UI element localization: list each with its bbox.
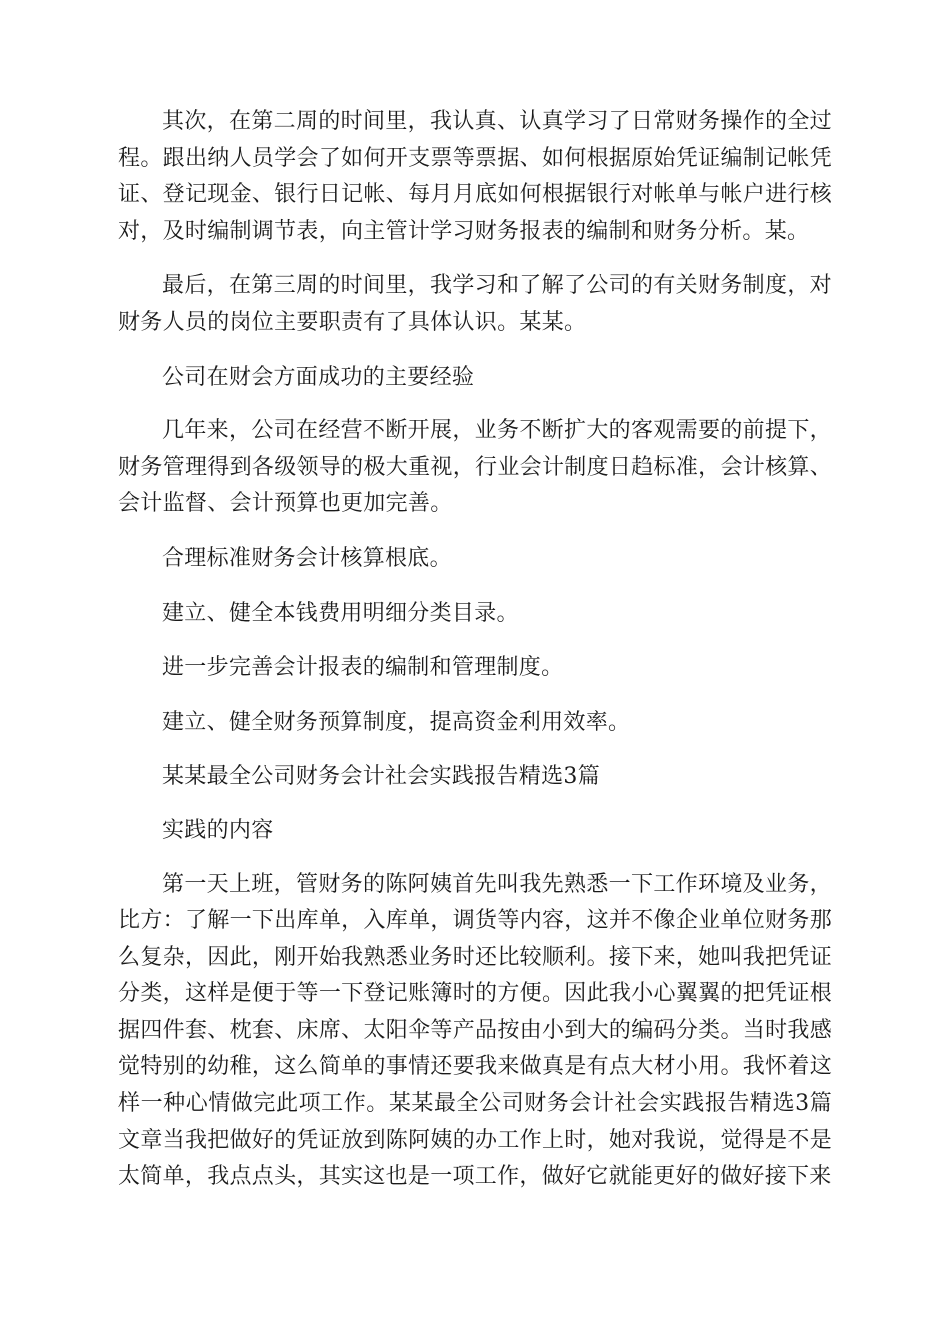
section-heading-practice-content: 实践的内容 (162, 817, 274, 843)
section-heading-report-title: 某某最全公司财务会计社会实践报告精选3篇 (162, 764, 600, 790)
section-heading-experience: 公司在财会方面成功的主要经验 (162, 364, 475, 390)
paragraph-first-day: 第一天上班，管财务的陈阿姨首先叫我先熟悉一下工作环境及业务，比方：了解一下出库单，入库单，调货等内容，这并不像企业单位财务那么复杂，因此，刚开始我熟悉业务时还比较顺利。接下来，她叫我把凭证分类，这样是便于等一下登记账簿时的方便。因此我小心翼翼的把凭证根据四件套、枕套、床席、太阳伞等产品按由小到大的编码分类。当时我感觉特别的幼稚，这么简单的事情还要我来做真是有点大材小用。我怀着这样一种心情做完此项工作。某某最全公司财务会计社会实践报告精选3篇文章当我把做好的凭证放到陈阿姨的办工作上时，她对我说，觉得是不是太简单，我点点头，其实这也是一项工作，做好它就能更好的做好接下来 (118, 871, 832, 1190)
list-item-cost-catalog: 建立、健全本钱费用明细分类目录。 (162, 600, 519, 626)
list-item-accounting-basis: 合理标准财务会计核算根底。 (162, 545, 452, 571)
paragraph-company-development: 几年来，公司在经营不断开展，业务不断扩大的客观需要的前提下，财务管理得到各级领导的极大重视，行业会计制度日趋标准，会计核算、会计监督、会计预算也更加完善。 (118, 418, 832, 517)
paragraph-third-week: 最后，在第三周的时间里，我学习和了解了公司的有关财务制度，对财务人员的岗位主要职责有了具体认识。某某。 (118, 273, 832, 335)
paragraph-second-week: 其次，在第二周的时间里，我认真、认真学习了日常财务操作的全过程。跟出纳人员学会了如何开支票等票据、如何根据原始凭证编制记帐凭证、登记现金、银行日记帐、每月月底如何根据银行对帐单与帐户进行核对，及时编制调节表，向主管计学习财务报表的编制和财务分析。某。 (118, 109, 832, 244)
list-item-report-system: 进一步完善会计报表的编制和管理制度。 (162, 655, 564, 681)
list-item-budget-system: 建立、健全财务预算制度，提高资金利用效率。 (162, 709, 631, 735)
document-page (118, 104, 832, 1214)
